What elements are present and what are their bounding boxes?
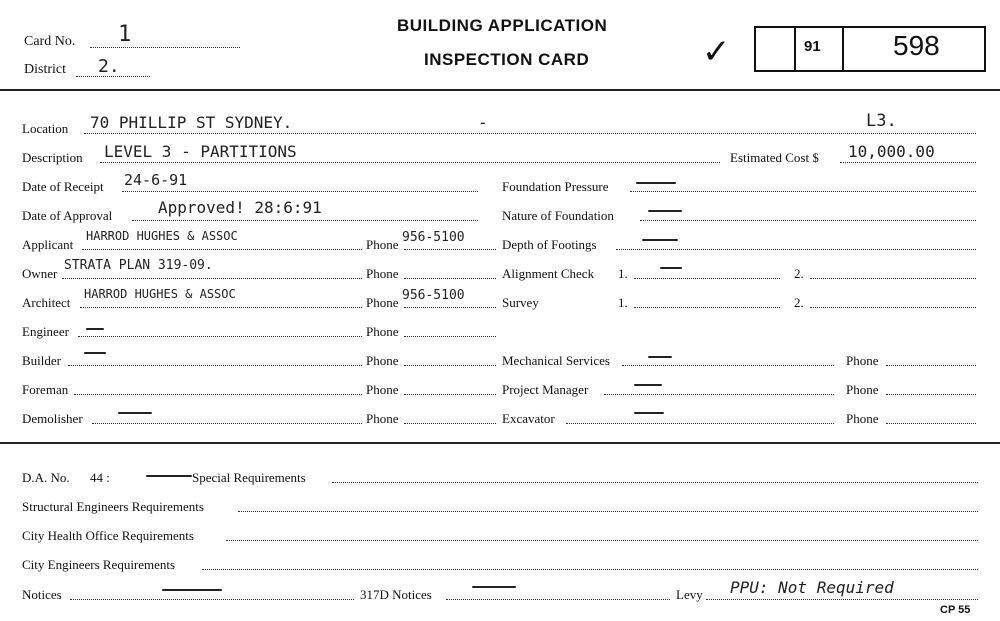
foreman-label: Foreman <box>22 382 69 397</box>
survey-2-label: 2. <box>794 295 804 310</box>
excavator-line <box>566 423 834 424</box>
notices-317d-line <box>446 599 670 600</box>
engineer-phone-label: Phone <box>366 324 399 339</box>
excavator-dash <box>634 412 664 414</box>
nature-of-foundation-line <box>640 220 976 221</box>
engineer-dash <box>86 328 104 330</box>
excavator-phone-label: Phone <box>846 411 879 426</box>
card-no-line <box>90 47 240 48</box>
architect-phone-line <box>404 307 496 308</box>
project-manager-phone-line <box>886 394 976 395</box>
owner-phone-line <box>404 278 496 279</box>
notices-317d-label: 317D Notices <box>360 587 432 602</box>
description-line <box>100 162 720 163</box>
architect-phone-value: 956-5100 <box>402 288 465 303</box>
foreman-line <box>74 394 362 395</box>
architect-phone-label: Phone <box>366 295 399 310</box>
demolisher-line <box>92 423 362 424</box>
notices-317d-dash <box>472 586 516 588</box>
structural-engineers-line <box>238 511 978 512</box>
location-value: 70 PHILLIP ST SYDNEY. <box>90 113 293 132</box>
da-no-label: D.A. No. <box>22 470 70 485</box>
city-health-label: City Health Office Requirements <box>22 528 194 543</box>
survey-1-label: 1. <box>618 295 628 310</box>
mechanical-services-line <box>622 365 834 366</box>
architect-value: HARROD HUGHES & ASSOC <box>84 287 236 301</box>
checkmark-icon: ✓ <box>702 32 731 72</box>
builder-label: Builder <box>22 353 61 368</box>
foundation-pressure-dash <box>636 182 676 184</box>
applicant-phone-value: 956-5100 <box>402 230 465 245</box>
owner-line <box>62 278 362 279</box>
owner-value: STRATA PLAN 319-09. <box>64 258 213 273</box>
description-value: LEVEL 3 - PARTITIONS <box>104 142 297 161</box>
levy-label: Levy <box>676 587 703 602</box>
estimated-cost-value: 10,000.00 <box>848 142 935 161</box>
title-line-1: BUILDING APPLICATION <box>397 16 608 35</box>
project-manager-phone-label: Phone <box>846 382 879 397</box>
location-right-value: L3. <box>866 111 897 131</box>
applicant-label: Applicant <box>22 237 74 252</box>
location-dash: - <box>478 113 488 132</box>
engineer-line <box>78 336 362 337</box>
demolisher-phone-line <box>404 423 496 424</box>
city-engineers-label: City Engineers Requirements <box>22 557 176 572</box>
builder-line <box>68 365 362 366</box>
location-label: Location <box>22 121 69 136</box>
title-line-2: INSPECTION CARD <box>424 50 590 69</box>
applicant-phone-label: Phone <box>366 237 399 252</box>
alignment-check-label: Alignment Check <box>502 266 595 281</box>
demolisher-label: Demolisher <box>22 411 83 426</box>
date-of-approval-line <box>132 220 478 221</box>
builder-phone-line <box>404 365 496 366</box>
date-of-receipt-line <box>122 191 478 192</box>
box-divider-2 <box>842 26 844 72</box>
notices-label: Notices <box>22 587 62 602</box>
date-of-receipt-label: Date of Receipt <box>22 179 104 194</box>
architect-label: Architect <box>22 295 71 310</box>
da-no-dash <box>146 475 192 477</box>
date-of-receipt-value: 24-6-91 <box>124 171 188 189</box>
city-health-line <box>226 540 978 541</box>
applicant-line <box>82 249 362 250</box>
notices-line <box>70 599 354 600</box>
description-label: Description <box>22 150 83 165</box>
district-label: District <box>24 62 66 77</box>
alignment-check-1-label: 1. <box>618 266 628 281</box>
depth-of-footings-dash <box>642 239 678 241</box>
structural-engineers-label: Structural Engineers Requirements <box>22 499 204 514</box>
notices-dash <box>162 589 222 591</box>
estimated-cost-line <box>840 162 976 163</box>
owner-label: Owner <box>22 266 58 281</box>
alignment-check-1-line <box>634 278 780 279</box>
applicant-phone-line <box>404 249 496 250</box>
depth-of-footings-label: Depth of Footings <box>502 237 597 252</box>
top-rule <box>0 89 1000 91</box>
mechanical-services-phone-line <box>886 365 976 366</box>
alignment-check-2-label: 2. <box>794 266 804 281</box>
middle-rule <box>0 442 1000 444</box>
location-line <box>84 133 976 134</box>
levy-value: PPU: Not Required <box>730 578 894 597</box>
code-large: 598 <box>893 30 940 61</box>
estimated-cost-label: Estimated Cost $ <box>730 150 819 165</box>
excavator-phone-line <box>886 423 976 424</box>
form-code: CP 55 <box>940 604 971 616</box>
da-no-value: 44 : <box>90 470 110 485</box>
alignment-check-2-line <box>810 278 976 279</box>
card-number-box <box>754 26 986 72</box>
project-manager-dash <box>634 384 662 386</box>
mechanical-services-phone-label: Phone <box>846 353 879 368</box>
survey-1-line <box>634 307 780 308</box>
engineer-label: Engineer <box>22 324 69 339</box>
card-no-value: 1 <box>118 22 132 47</box>
foreman-phone-label: Phone <box>366 382 399 397</box>
alignment-check-1-dash <box>660 267 682 269</box>
card-no-label: Card No. <box>24 34 76 49</box>
foreman-phone-line <box>404 394 496 395</box>
project-manager-label: Project Manager <box>502 382 589 397</box>
date-of-approval-label: Date of Approval <box>22 208 113 223</box>
foundation-pressure-line <box>630 191 976 192</box>
architect-line <box>80 307 362 308</box>
project-manager-line <box>604 394 834 395</box>
depth-of-footings-line <box>616 249 976 250</box>
survey-2-line <box>810 307 976 308</box>
nature-of-foundation-label: Nature of Foundation <box>502 208 614 223</box>
special-requirements-line <box>332 482 978 483</box>
builder-dash <box>84 352 106 354</box>
foundation-pressure-label: Foundation Pressure <box>502 179 609 194</box>
mechanical-services-label: Mechanical Services <box>502 353 610 368</box>
survey-label: Survey <box>502 295 539 310</box>
district-value: 2. <box>98 56 120 77</box>
excavator-label: Excavator <box>502 411 555 426</box>
applicant-value: HARROD HUGHES & ASSOC <box>86 229 238 243</box>
date-of-approval-value: Approved! 28:6:91 <box>158 198 322 217</box>
nature-of-foundation-dash <box>648 210 682 212</box>
builder-phone-label: Phone <box>366 353 399 368</box>
special-requirements-label: Special Requirements <box>192 470 306 485</box>
code-small: 91 <box>804 38 821 55</box>
box-divider-1 <box>794 26 796 72</box>
levy-line <box>706 599 978 600</box>
owner-phone-label: Phone <box>366 266 399 281</box>
demolisher-phone-label: Phone <box>366 411 399 426</box>
engineer-phone-line <box>404 336 496 337</box>
city-engineers-line <box>202 569 978 570</box>
mechanical-services-dash <box>648 356 672 358</box>
demolisher-dash <box>118 412 152 414</box>
